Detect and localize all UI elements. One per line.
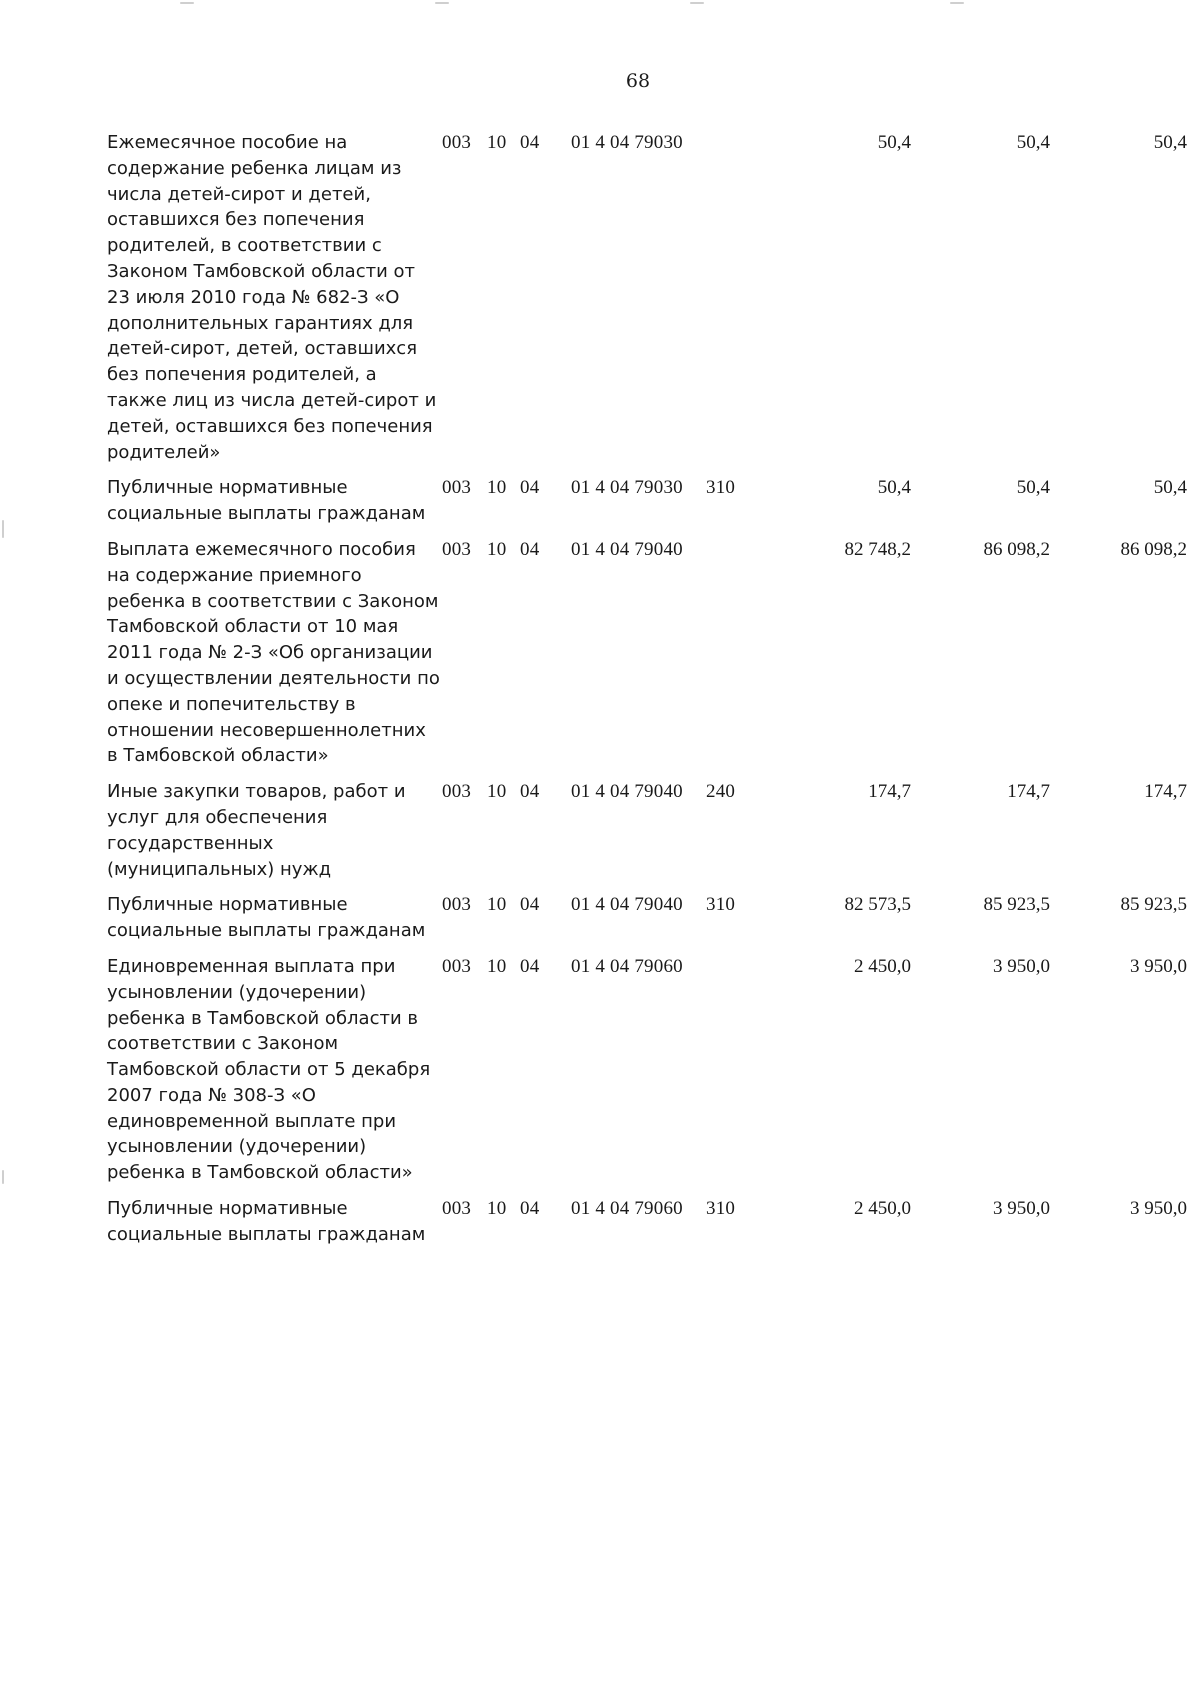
row-section-code: 10 <box>487 781 507 803</box>
row-expense-type-code: 240 <box>706 781 736 803</box>
row-amount-year-2: 50,4 <box>1016 477 1050 499</box>
row-name: Ежемесячное пособие на содержание ребенка лицам из числа детей-сирот и детей, оставшихся без попечения родителей, в соответствии с Законом Тамбовской области от 23 июля 2010 года № 682-З «О дополнительных гарантиях для детей-сирот, детей, оставшихся без попечения родителей, а также лиц из числа детей-сирот и детей, оставшихся без попечения родителей» <box>107 132 437 463</box>
row-subsection-code: 04 <box>520 538 540 560</box>
row-target-article-code: 01 4 04 79030 <box>571 477 683 499</box>
row-gr-code: 003 <box>442 781 472 803</box>
row-section-code: 10 <box>487 1198 507 1220</box>
row-amount-year-3: 86 098,2 <box>1120 538 1187 560</box>
row-amount-year-2: 3 950,0 <box>993 1198 1050 1220</box>
row-name: Публичные нормативные социальные выплаты гражданам <box>107 477 426 525</box>
row-gr-code: 003 <box>442 1198 472 1220</box>
row-expense-type-code: 310 <box>706 477 736 499</box>
row-amount-year-1: 174,7 <box>868 781 911 803</box>
row-amount-year-3: 50,4 <box>1153 132 1187 153</box>
row-amount-year-2: 174,7 <box>1007 781 1050 803</box>
row-amount-year-1: 50,4 <box>877 132 911 153</box>
row-target-article-code: 01 4 04 79030 <box>571 132 683 153</box>
row-expense-type-code: 310 <box>706 894 736 916</box>
row-target-article-code: 01 4 04 79060 <box>571 955 683 977</box>
row-amount-year-3: 174,7 <box>1144 781 1187 803</box>
row-amount-year-3: 50,4 <box>1153 477 1187 499</box>
row-amount-year-2: 86 098,2 <box>983 538 1050 560</box>
row-amount-year-2: 50,4 <box>1016 132 1050 153</box>
row-gr-code: 003 <box>442 538 472 560</box>
row-target-article-code: 01 4 04 79060 <box>571 1198 683 1220</box>
row-expense-type-code <box>706 954 775 1196</box>
row-expense-type-code: 310 <box>706 1198 736 1220</box>
row-amount-year-1: 50,4 <box>877 477 911 499</box>
row-amount-year-3: 3 950,0 <box>1130 1198 1187 1220</box>
table-row <box>107 779 1187 892</box>
row-section-code: 10 <box>487 955 507 977</box>
row-amount-year-1: 82 573,5 <box>844 894 911 916</box>
table-row <box>107 892 1187 954</box>
row-expense-type-code <box>706 537 775 779</box>
row-section-code: 10 <box>487 894 507 916</box>
row-target-article-code: 01 4 04 79040 <box>571 538 683 560</box>
row-subsection-code: 04 <box>520 955 540 977</box>
row-section-code: 10 <box>487 538 507 560</box>
table-row <box>107 537 1187 779</box>
row-amount-year-3: 3 950,0 <box>1130 955 1187 977</box>
table-row <box>107 130 1187 475</box>
row-amount-year-1: 2 450,0 <box>854 955 911 977</box>
row-amount-year-1: 82 748,2 <box>844 538 911 560</box>
row-amount-year-1: 2 450,0 <box>854 1198 911 1220</box>
budget-table-body <box>107 130 1187 1258</box>
row-gr-code: 003 <box>442 132 472 153</box>
row-expense-type-code <box>706 130 775 475</box>
row-subsection-code: 04 <box>520 894 540 916</box>
row-subsection-code: 04 <box>520 477 540 499</box>
row-gr-code: 003 <box>442 477 472 499</box>
row-amount-year-3: 85 923,5 <box>1120 894 1187 916</box>
table-row <box>107 1196 1187 1258</box>
row-name: Публичные нормативные социальные выплаты гражданам <box>107 1198 426 1245</box>
row-name: Публичные нормативные социальные выплаты гражданам <box>107 894 426 942</box>
row-gr-code: 003 <box>442 894 472 916</box>
table-row <box>107 954 1187 1196</box>
row-target-article-code: 01 4 04 79040 <box>571 894 683 916</box>
row-name: Единовременная выплата при усыновлении (удочерении) ребенка в Тамбовской области в соответствии с Законом Тамбовской области от 5 декабря 2007 года № 308-З «О единовременной выплате при усыновлении (удочерении) ребенка в Тамбовской области» <box>107 955 431 1184</box>
row-name: Иные закупки товаров, работ и услуг для обеспечения государственных (муниципальных) нужд <box>107 781 406 880</box>
page-number: 68 <box>625 70 651 92</box>
row-name: Выплата ежемесячного пособия на содержание приемного ребенка в соответствии с Законом Тамбовской области от 10 мая 2011 года № 2-З «Об организации и осуществлении деятельности по опеке и попечительству в отношении несовершеннолетних в Тамбовской области» <box>107 538 440 767</box>
row-subsection-code: 04 <box>520 1198 540 1220</box>
row-gr-code: 003 <box>442 955 472 977</box>
row-subsection-code: 04 <box>520 132 540 153</box>
row-subsection-code: 04 <box>520 781 540 803</box>
row-section-code: 10 <box>487 132 507 153</box>
row-section-code: 10 <box>487 477 507 499</box>
row-amount-year-2: 85 923,5 <box>983 894 1050 916</box>
table-row <box>107 475 1187 537</box>
row-amount-year-2: 3 950,0 <box>993 955 1050 977</box>
budget-table <box>107 130 1187 1258</box>
row-target-article-code: 01 4 04 79040 <box>571 781 683 803</box>
